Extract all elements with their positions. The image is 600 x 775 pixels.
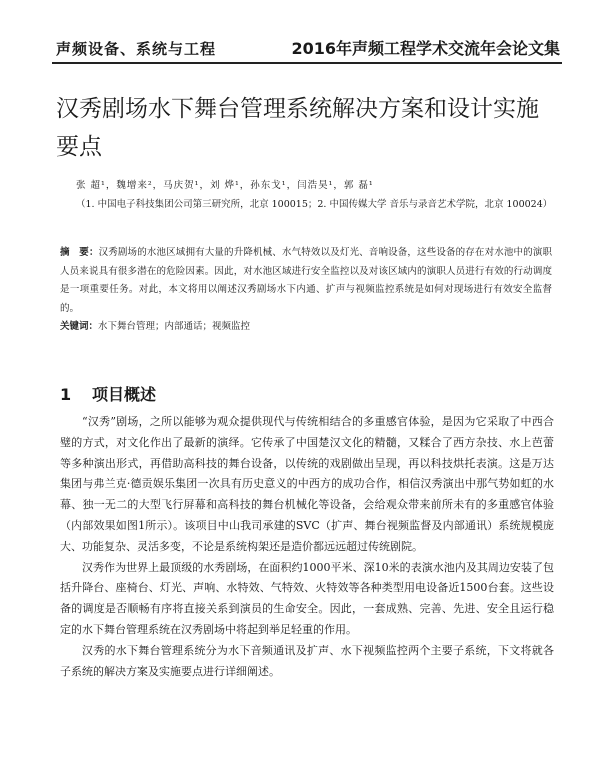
- abstract-label: 摘 要：: [60, 247, 99, 258]
- affiliations: （1. 中国电子科技集团公司第三研究所，北京 100015；2. 中国传媒大学 音乐与录音艺术学院，北京 100024）: [76, 199, 553, 210]
- section-title: 项目概述: [92, 385, 157, 404]
- body-paragraph: “汉秀”剧场，之所以能够为观众提供现代与传统相结合的多重感官体验，是因为它采取了中西合璧的方式，对文化作出了最新的演绎。它传承了中国楚汉文化的精髓，又糅合了西方杂技、水上芭蕾等多种演出形式，再借助高科技的舞台设备，以传统的戏剧做出呈现，再以科技烘托表演。这是万达集团与弗兰克·德贡娱乐集团一次具有历史意义的中西方的成功合作，相信汉秀演出中那气势如虹的水幕、独一无二的大型飞行屏幕和高科技的舞台机械化等设备，会给观众带来前所未有的多重感官体验（内部效果如图1所示）。该项目中山我司承建的SVC（扩声、舞台视频监督及内部通讯）系统规模庞大、功能复杂、灵活多变，不论是系统构架还是造价都远远超过传统剧院。: [60, 415, 554, 553]
- header-rule: [52, 62, 562, 64]
- abstract-text: 汉秀剧场的水池区域拥有大量的升降机械、水气特效以及灯光、音响设备，这些设备的存在对水池中的演职人员来说具有很多潜在的危险因素。因此，对水池区域进行安全监控以及对该区域内的演职人员进行有效的行动调度是一项重要任务。对此，本文将用以阐述汉秀剧场水下内通、扩声与视频监控系统是如何对现场进行有效安全监督的。: [60, 247, 552, 314]
- author-list: 张 超¹，魏增来²，马庆贺¹，刘 烨¹，孙东戈¹，闫浩昊¹，郭 磊¹: [76, 180, 374, 191]
- running-header-series: 声频设备、系统与工程: [56, 40, 217, 58]
- body-paragraph: 汉秀的水下舞台管理系统分为水下音频通讯及扩声、水下视频监控两个主要子系统，下文将就各子系统的解决方案及实施要点进行详细阐述。: [60, 643, 554, 678]
- section-body: [60, 412, 554, 682]
- section-heading: [60, 382, 156, 405]
- section-number: 1: [60, 385, 72, 404]
- body-paragraph: 汉秀作为世界上最顶级的水秀剧场，在面积约1000平米、深10米的表演水池内及其周边安装了包括升降台、座椅台、灯光、声响、水特效、气特效、火特效等各种类型用电设备近1500台套。这些设备的调度是否顺畅有序将直接关系到演员的生命安全。因此，一套成熟、完善、先进、安全且运行稳定的水下舞台管理系统在汉秀剧场中将起到举足轻重的作用。: [60, 560, 554, 636]
- running-header-proceedings: 2016年声频工程学术交流年会论文集: [291, 39, 560, 58]
- abstract: [60, 244, 552, 318]
- keywords-label: 关键词：: [60, 321, 99, 332]
- keywords-text: 水下舞台管理；内部通话；视频监控: [98, 321, 251, 332]
- paper-title: 汉秀剧场水下舞台管理系统解决方案和设计实施要点: [56, 96, 539, 160]
- keywords: [60, 318, 552, 332]
